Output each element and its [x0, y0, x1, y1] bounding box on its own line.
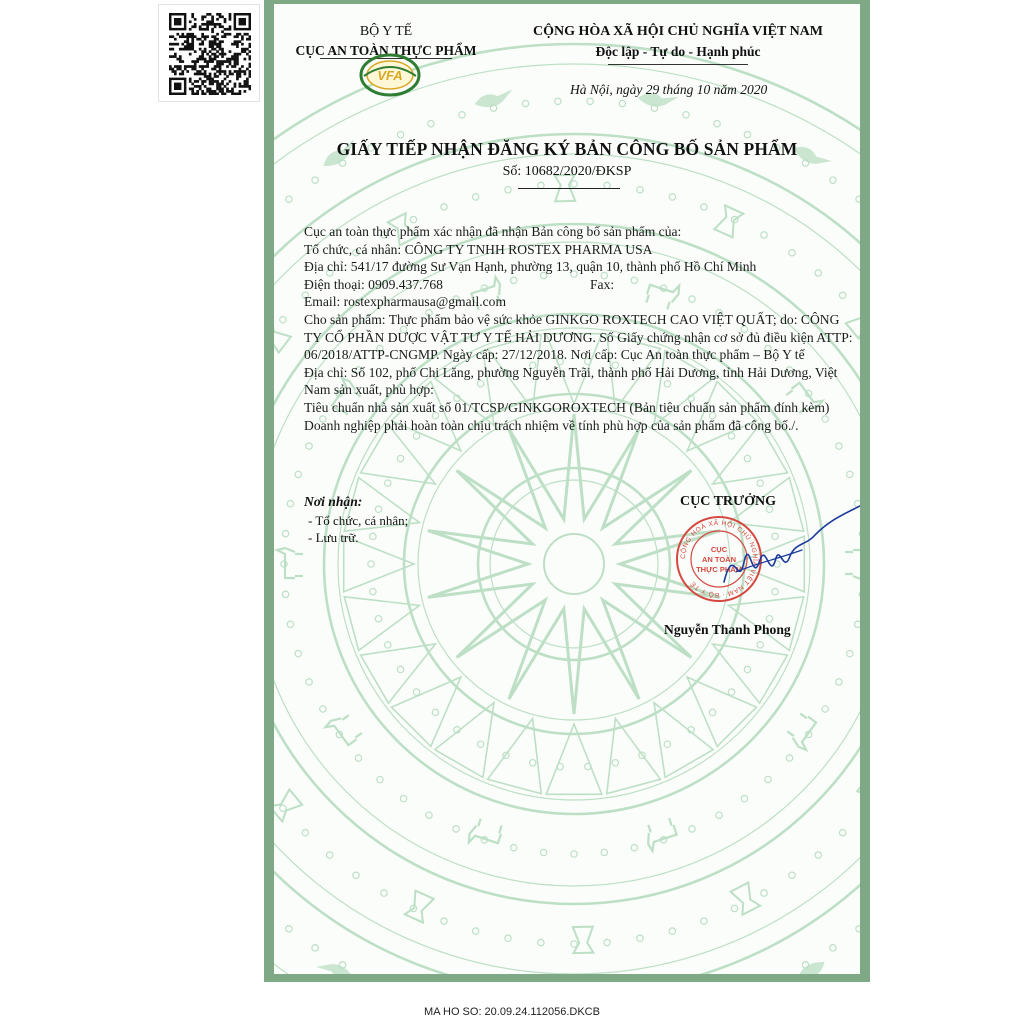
manufacturer-address: Địa chỉ: Số 102, phố Chi Lăng, phường Nguyễn Trãi, thành phố Hải Dương, tỉnh Hải Dương, Việt Nam sản xuất, phù hợp: — [304, 364, 838, 398]
national-motto: Độc lập - Tự do - Hạnh phúc — [595, 44, 761, 59]
issue-date: Hà Nội, ngày 29 tháng 10 năm 2020 — [570, 82, 768, 97]
stamp-center-line: THỰC PHẨM — [696, 565, 742, 574]
registration-number: Số: 10682/2020/ĐKSP — [502, 164, 632, 179]
handwritten-signature — [714, 502, 860, 602]
product-paragraph: Cho sản phẩm: Thực phẩm bảo vệ sức khỏe GINKGO ROXTECH CAO VIỆT QUẤT; do: CÔNG TY CỔ PHẦN DƯỢC VẬT TƯ Y TẾ HẢI DƯƠNG. Số Giấy chứng nhận cơ sở đủ điều kiện ATTP: 06/2018/ATTP-CNGMP. Ngày cấp: 27/12/2018. Nơi cấp: Cục An toàn thực phẩm – Bộ Y tế — [304, 311, 853, 363]
fax-text: Fax: — [590, 276, 615, 292]
intro-line: Cục an toàn thực phẩm xác nhận đã nhận Bản công bố sản phẩm của: — [304, 224, 682, 239]
phone-fax-line — [304, 276, 860, 294]
stamp-ring-text: CỘNG HOÀ XÃ HỘI CHỦ NGHĨA VIỆT NAM · BỘ Y TẾ — [679, 519, 759, 599]
organization-line: Tổ chức, cá nhân: CÔNG TY TNHH ROSTEX PHARMA USA — [304, 241, 653, 257]
signer-position: CỤC TRƯỞNG — [680, 494, 777, 509]
address-line: Địa chỉ: 541/17 đường Sư Vạn Hạnh, phường 13, quận 10, thành phố Hồ Chí Minh — [304, 259, 757, 275]
vfa-logo — [358, 52, 422, 98]
stamp-center-line: CỤC — [710, 545, 728, 554]
vfa-logo-text: VFA — [377, 68, 403, 83]
department-name: CỤC AN TOÀN THỰC PHẨM — [295, 43, 477, 58]
certificate-paper — [274, 4, 860, 974]
recipients-list — [308, 512, 408, 546]
certificate-body — [304, 223, 860, 434]
title-underline — [518, 188, 620, 189]
responsibility-line: Doanh nghiệp phải hoàn toàn chịu trách nhiệm về tính phù hợp của sản phẩm đã công bố./. — [304, 417, 799, 433]
recipients-heading: Nơi nhận: — [304, 494, 363, 509]
certificate-document — [264, 0, 870, 982]
email-line: Email: rostexpharmausa@gmail.com — [304, 294, 507, 310]
phone-text: Điện thoại: 0909.437.768 — [304, 276, 443, 292]
stamp-center-line: AN TOÀN — [701, 555, 737, 564]
signer-name: Nguyễn Thanh Phong — [664, 622, 791, 637]
qr-code — [158, 4, 260, 102]
recipient-item: - Lưu trữ. — [308, 530, 359, 545]
ministry-name: BỘ Y TẾ — [359, 24, 413, 39]
recipient-item: - Tổ chức, cá nhân; — [308, 513, 409, 528]
dossier-code: MA HO SO: 20.09.24.112056.DKCB — [424, 1006, 600, 1018]
qr-code-icon — [169, 13, 251, 95]
document-title: GIẤY TIẾP NHẬN ĐĂNG KÝ BẢN CÔNG BỐ SẢN PHẨM — [336, 139, 798, 159]
header-right-underline — [608, 64, 748, 65]
standard-paragraph: Tiêu chuẩn nhà sản xuất số 01/TCSP/GINKGOROXTECH (Bản tiêu chuẩn sản phẩm đính kèm) — [304, 399, 830, 415]
republic-name: CỘNG HÒA XÃ HỘI CHỦ NGHĨA VIỆT NAM — [532, 24, 823, 39]
